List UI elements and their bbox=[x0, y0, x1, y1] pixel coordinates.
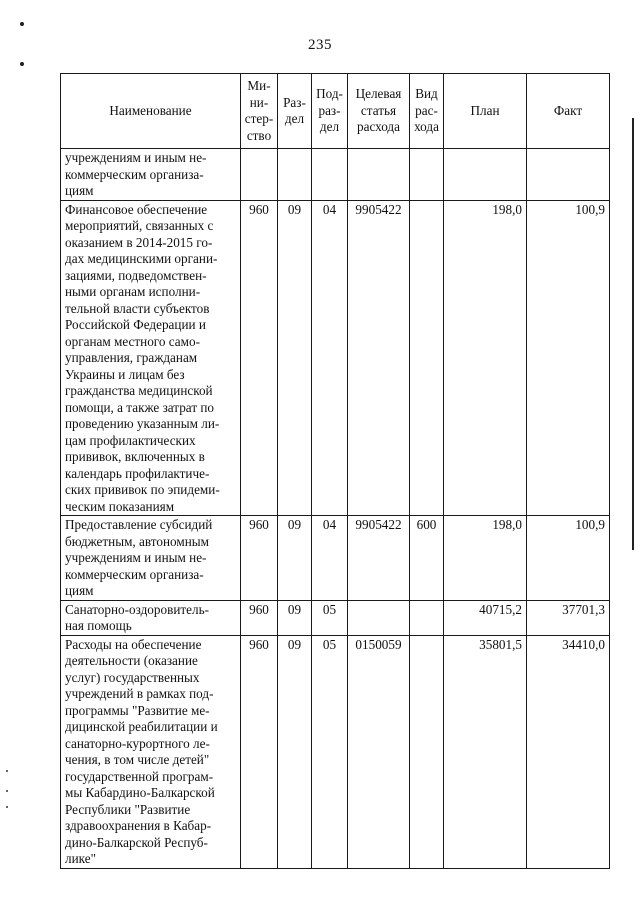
cell-name bbox=[61, 635, 241, 868]
name-line: Украины и лицам без bbox=[65, 366, 185, 382]
margin-line bbox=[632, 118, 634, 550]
header-plan: План bbox=[444, 74, 527, 149]
name-line: мы Кабардино-Балкарской bbox=[65, 785, 215, 800]
name-line: гражданства медицинской bbox=[65, 383, 213, 398]
cell-expense-type: 600 bbox=[410, 516, 444, 601]
cell-plan: 198,0 bbox=[444, 516, 527, 601]
cell-target bbox=[348, 149, 410, 201]
name-line: учреждениям и иным не- bbox=[65, 150, 207, 165]
cell-ministry: 960 bbox=[241, 516, 278, 601]
name-line: санаторно-курортного ле- bbox=[65, 735, 210, 751]
header-fact: Факт bbox=[527, 74, 610, 149]
name-line: календарь профилактиче- bbox=[65, 465, 210, 481]
cell-fact: 37701,3 bbox=[527, 600, 610, 635]
name-line: органам местного само- bbox=[65, 333, 200, 349]
header-name: Наименование bbox=[61, 74, 241, 149]
scan-dot bbox=[20, 22, 24, 26]
name-line: Санаторно-оздоровитель- bbox=[65, 601, 209, 617]
cell-subsection: 04 bbox=[312, 200, 348, 516]
name-line: здравоохранения в Кабар- bbox=[65, 818, 212, 833]
cell-section: 09 bbox=[278, 635, 312, 868]
cell-target: 9905422 bbox=[348, 200, 410, 516]
name-line: Расходы на обеспечение bbox=[65, 636, 202, 652]
scan-mark bbox=[6, 806, 8, 808]
name-line: деятельности (оказание bbox=[65, 653, 198, 668]
table-row bbox=[61, 516, 610, 601]
cell-plan: 40715,2 bbox=[444, 600, 527, 635]
header-row bbox=[61, 74, 610, 149]
name-line: ческим показаниям bbox=[65, 498, 175, 514]
cell-ministry: 960 bbox=[241, 635, 278, 868]
name-line: проведению указанным ли- bbox=[65, 416, 220, 431]
cell-section: 09 bbox=[278, 516, 312, 601]
name-line: лике" bbox=[65, 851, 96, 866]
name-line: коммерческим организа- bbox=[65, 566, 204, 582]
table-row bbox=[61, 149, 610, 201]
cell-expense-type bbox=[410, 149, 444, 201]
cell-plan: 198,0 bbox=[444, 200, 527, 516]
name-line: коммерческим организа- bbox=[65, 166, 204, 182]
cell-subsection: 05 bbox=[312, 600, 348, 635]
header-target: Целевая статья расхода bbox=[348, 74, 410, 149]
name-line: оказанием в 2014-2015 го- bbox=[65, 234, 213, 250]
cell-section: 09 bbox=[278, 200, 312, 516]
scan-mark bbox=[6, 790, 8, 792]
cell-fact bbox=[527, 149, 610, 201]
cell-name bbox=[61, 516, 241, 601]
name-line: зациями, подведомствен- bbox=[65, 267, 207, 283]
budget-table bbox=[60, 73, 610, 869]
name-line: дах медицинскими органи- bbox=[65, 251, 218, 266]
name-line: управления, гражданам bbox=[65, 350, 198, 365]
cell-plan bbox=[444, 149, 527, 201]
name-line: ными органам исполни- bbox=[65, 284, 201, 299]
name-line: Республики "Развитие bbox=[65, 801, 191, 817]
name-line: Финансовое обеспечение bbox=[65, 201, 208, 217]
name-line: циям bbox=[65, 583, 94, 598]
cell-fact: 34410,0 bbox=[527, 635, 610, 868]
cell-target: 9905422 bbox=[348, 516, 410, 601]
cell-subsection bbox=[312, 149, 348, 201]
cell-name bbox=[61, 200, 241, 516]
cell-target bbox=[348, 600, 410, 635]
cell-target: 0150059 bbox=[348, 635, 410, 868]
name-line: бюджетным, автономным bbox=[65, 533, 209, 549]
cell-ministry: 960 bbox=[241, 200, 278, 516]
table-row bbox=[61, 635, 610, 868]
scan-dot bbox=[20, 62, 24, 66]
cell-fact: 100,9 bbox=[527, 200, 610, 516]
cell-plan: 35801,5 bbox=[444, 635, 527, 868]
name-line: Предоставление субсидий bbox=[65, 517, 213, 532]
header-expense-type: Вид рас- хода bbox=[410, 74, 444, 149]
name-line: чения, в том числе детей" bbox=[65, 752, 210, 767]
name-line: тельной власти субъектов bbox=[65, 300, 210, 316]
cell-ministry: 960 bbox=[241, 600, 278, 635]
name-line: Российской Федерации и bbox=[65, 317, 206, 332]
name-line: услуг) государственных bbox=[65, 669, 200, 685]
name-line: ная помощь bbox=[65, 618, 132, 633]
table-row bbox=[61, 200, 610, 516]
cell-expense-type bbox=[410, 635, 444, 868]
table-row bbox=[61, 600, 610, 635]
header-subsection: Под- раз- дел bbox=[312, 74, 348, 149]
cell-section bbox=[278, 149, 312, 201]
cell-fact: 100,9 bbox=[527, 516, 610, 601]
cell-name bbox=[61, 149, 241, 201]
name-line: учреждений в рамках под- bbox=[65, 686, 214, 701]
name-line: дино-Балкарской Респуб- bbox=[65, 834, 208, 850]
cell-expense-type bbox=[410, 600, 444, 635]
page-number: 235 bbox=[308, 37, 332, 53]
cell-subsection: 04 bbox=[312, 516, 348, 601]
name-line: программы "Развитие ме- bbox=[65, 702, 210, 718]
scan-mark bbox=[6, 770, 8, 772]
name-line: мероприятий, связанных с bbox=[65, 218, 214, 233]
cell-name bbox=[61, 600, 241, 635]
cell-ministry bbox=[241, 149, 278, 201]
name-line: циям bbox=[65, 183, 94, 198]
name-line: ских прививок по эпидеми- bbox=[65, 482, 220, 497]
cell-expense-type bbox=[410, 200, 444, 516]
header-ministry: Ми- ни- стер- ство bbox=[241, 74, 278, 149]
header-section: Раз- дел bbox=[278, 74, 312, 149]
name-line: государственной програм- bbox=[65, 768, 214, 784]
name-line: учреждениям и иным не- bbox=[65, 550, 207, 565]
name-line: дицинской реабилитации и bbox=[65, 719, 218, 734]
name-line: помощи, а также затрат по bbox=[65, 399, 215, 415]
cell-subsection: 05 bbox=[312, 635, 348, 868]
name-line: цам профилактических bbox=[65, 432, 196, 448]
name-line: прививок, включенных в bbox=[65, 449, 205, 464]
cell-section: 09 bbox=[278, 600, 312, 635]
